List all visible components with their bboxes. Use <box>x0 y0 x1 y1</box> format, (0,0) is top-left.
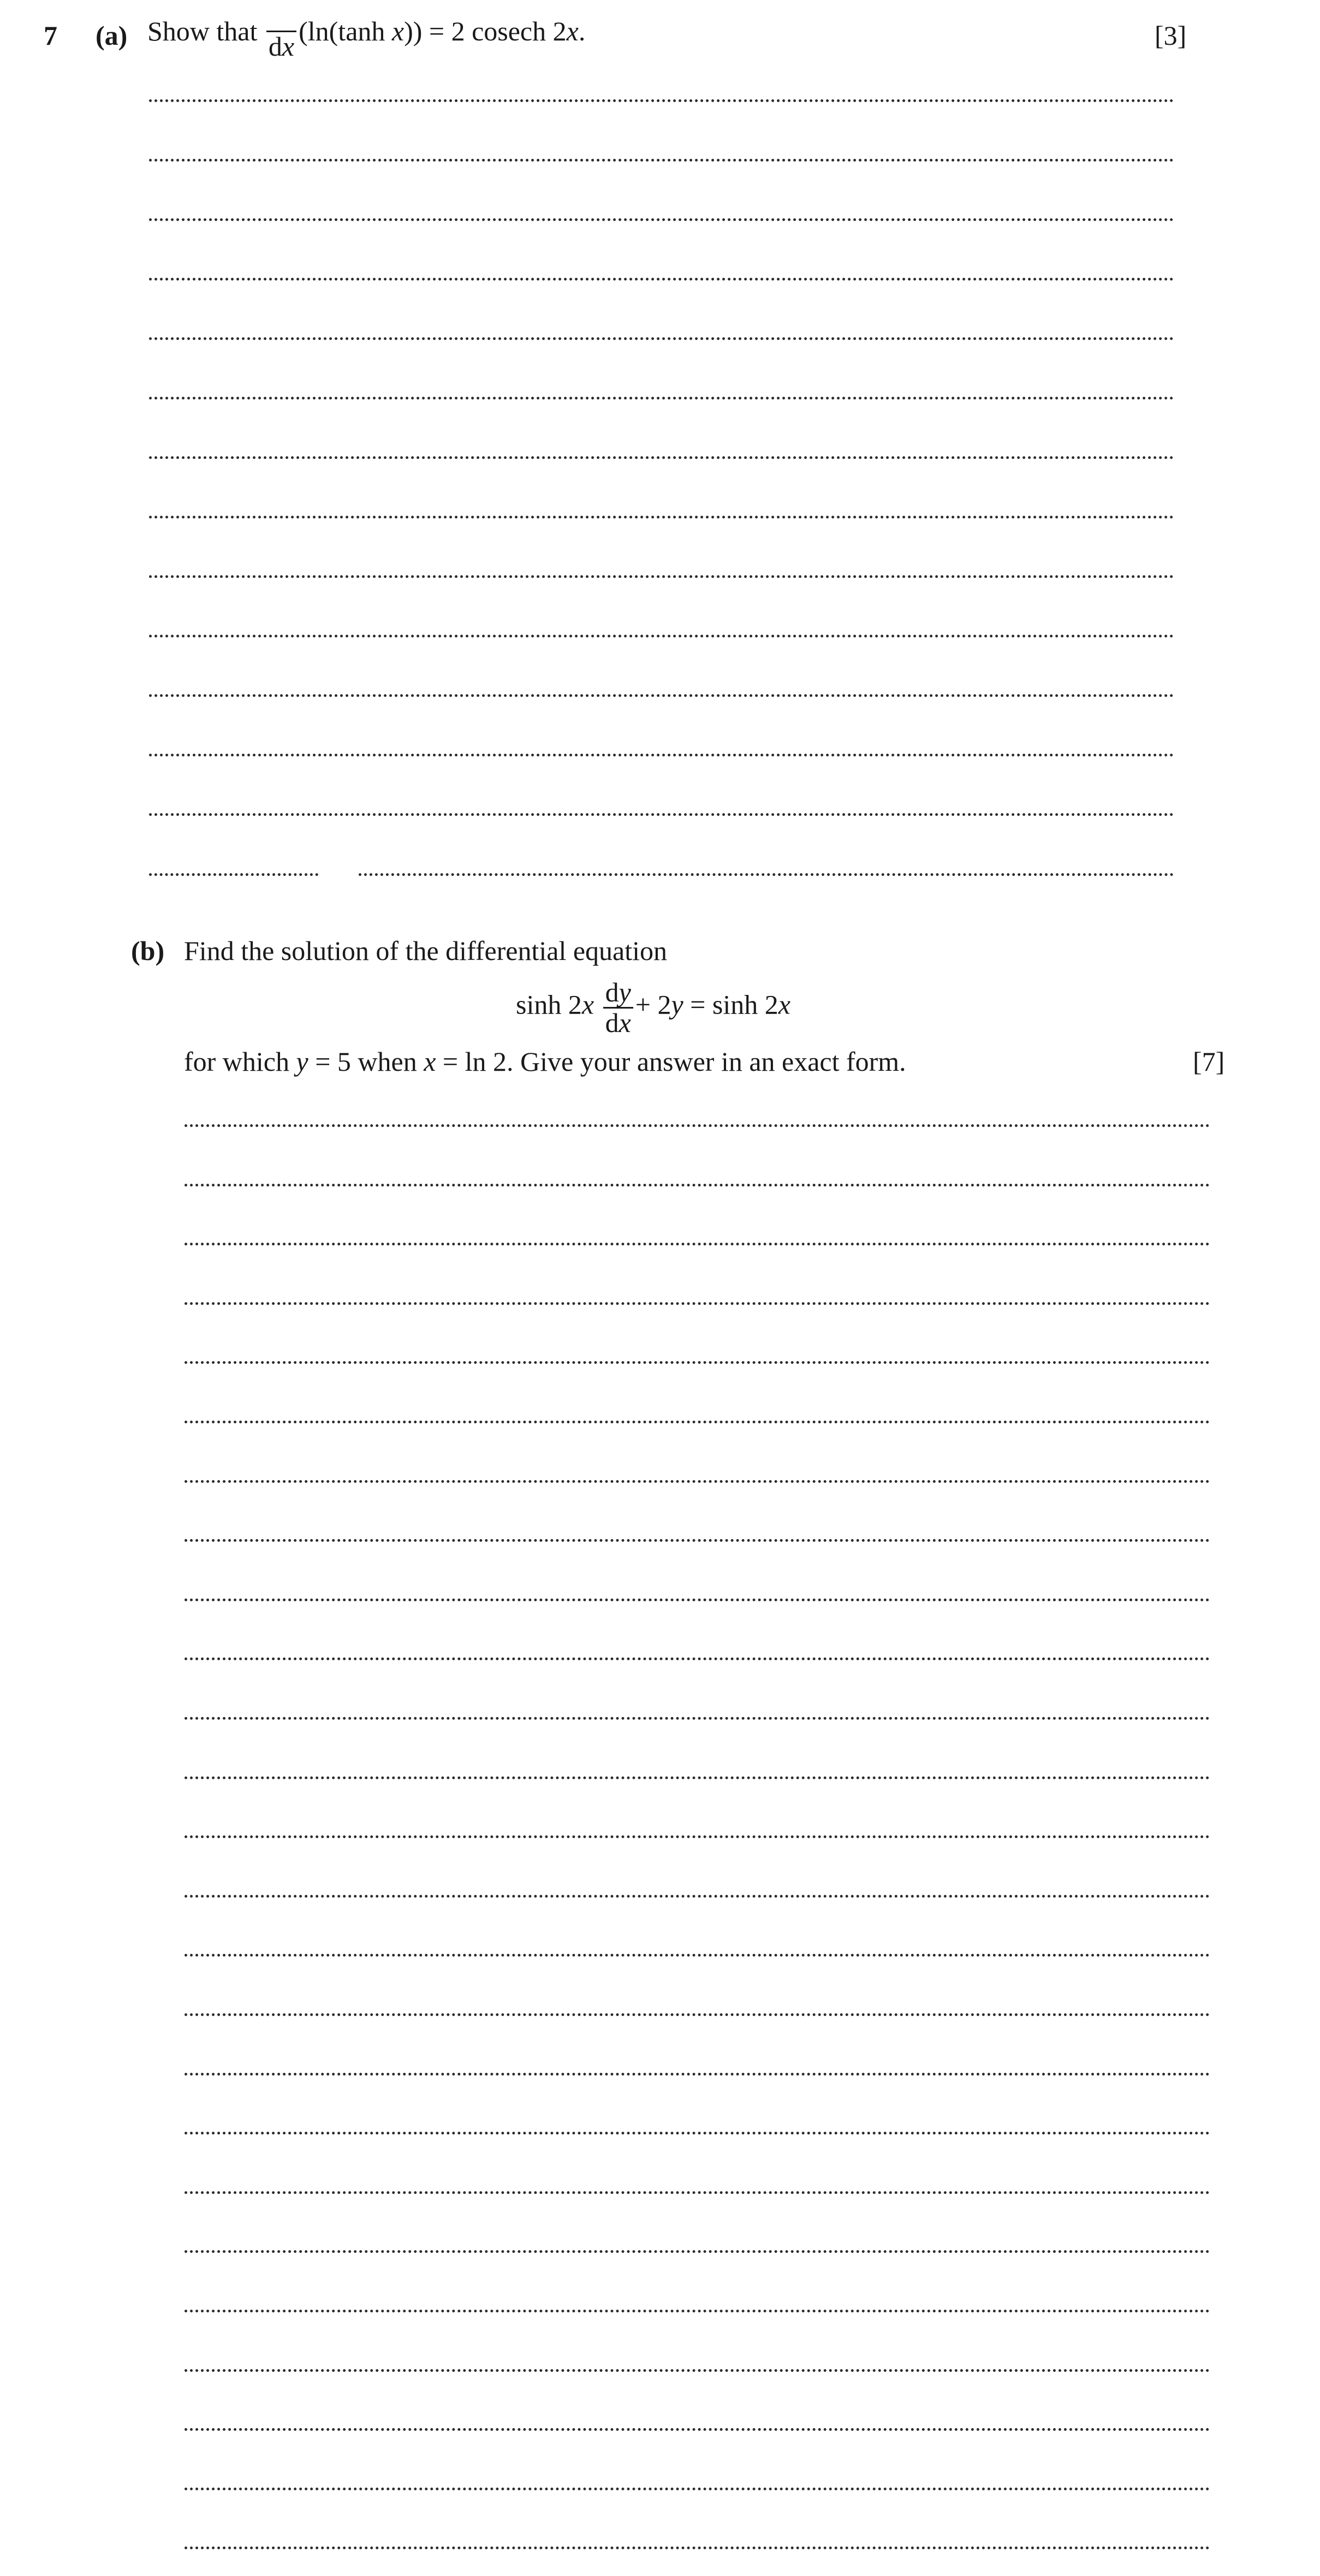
derivative-operator <box>266 8 296 61</box>
answer-line[interactable] <box>185 1124 1210 1127</box>
answer-line[interactable] <box>185 1599 1210 1601</box>
dx-denominator: dx <box>605 1007 631 1038</box>
answer-line[interactable] <box>149 337 1174 340</box>
answer-line[interactable] <box>185 2191 1210 2194</box>
answer-line[interactable] <box>185 1895 1210 1898</box>
answer-line[interactable] <box>185 2547 1210 2549</box>
part-a-marks: [3] <box>1155 20 1187 51</box>
answer-line[interactable] <box>149 278 1174 281</box>
dy-numerator: dy <box>603 978 633 1009</box>
answer-line[interactable] <box>149 635 1174 637</box>
answer-line[interactable] <box>185 1243 1210 1245</box>
dy-dx-fraction <box>603 978 633 1037</box>
derivative-denominator: dx <box>268 31 295 62</box>
part-b-intro: Find the solution of the differential equation <box>184 935 668 966</box>
part-a-statement <box>147 8 585 61</box>
answer-line[interactable] <box>185 1657 1210 1660</box>
answer-line[interactable] <box>185 1184 1210 1186</box>
answer-line[interactable] <box>149 159 1174 162</box>
answer-line[interactable] <box>185 1717 1210 1720</box>
answer-line[interactable] <box>185 2488 1210 2490</box>
answer-line[interactable] <box>149 694 1174 697</box>
differential-equation: sinh 2x $\frac{dy}{dx}$ + 2y = sinh 2x <box>516 977 790 1038</box>
answer-line[interactable] <box>185 1954 1210 1957</box>
part-b-condition: for which y = 5 when x = ln 2. Give your answer in an exact form. <box>184 1046 906 1077</box>
answer-line[interactable] <box>185 2369 1210 2372</box>
part-b-label: (b) <box>131 935 165 966</box>
answer-line[interactable] <box>149 813 1174 816</box>
answer-line[interactable] <box>149 99 1174 102</box>
answer-line[interactable] <box>149 575 1174 578</box>
answer-line[interactable] <box>149 516 1174 518</box>
answer-line[interactable] <box>149 397 1174 399</box>
part-b-marks: [7] <box>1193 1046 1225 1077</box>
answer-line[interactable] <box>185 2428 1210 2431</box>
answer-line[interactable] <box>359 873 1174 876</box>
part-a-expression: (ln(tanh x)) = 2 cosech 2x. <box>299 16 586 47</box>
part-a-label: (a) <box>96 20 128 51</box>
answer-line[interactable] <box>185 1835 1210 1838</box>
answer-line[interactable] <box>149 218 1174 221</box>
answer-line[interactable] <box>149 873 318 876</box>
answer-line[interactable] <box>185 1776 1210 1779</box>
derivative-numerator <box>266 8 296 32</box>
answer-line[interactable] <box>185 1539 1210 1542</box>
question-number: 7 <box>44 20 57 51</box>
answer-line[interactable] <box>185 1421 1210 1423</box>
answer-line[interactable] <box>185 1361 1210 1364</box>
part-a-intro: Show that <box>147 16 258 47</box>
answer-line[interactable] <box>185 1480 1210 1483</box>
answer-line[interactable] <box>185 1302 1210 1305</box>
answer-line[interactable] <box>185 2250 1210 2253</box>
answer-line[interactable] <box>149 754 1174 756</box>
answer-line[interactable] <box>185 2310 1210 2312</box>
answer-line[interactable] <box>185 2132 1210 2134</box>
answer-line[interactable] <box>185 2073 1210 2076</box>
answer-line[interactable] <box>149 456 1174 459</box>
answer-line[interactable] <box>185 2013 1210 2016</box>
